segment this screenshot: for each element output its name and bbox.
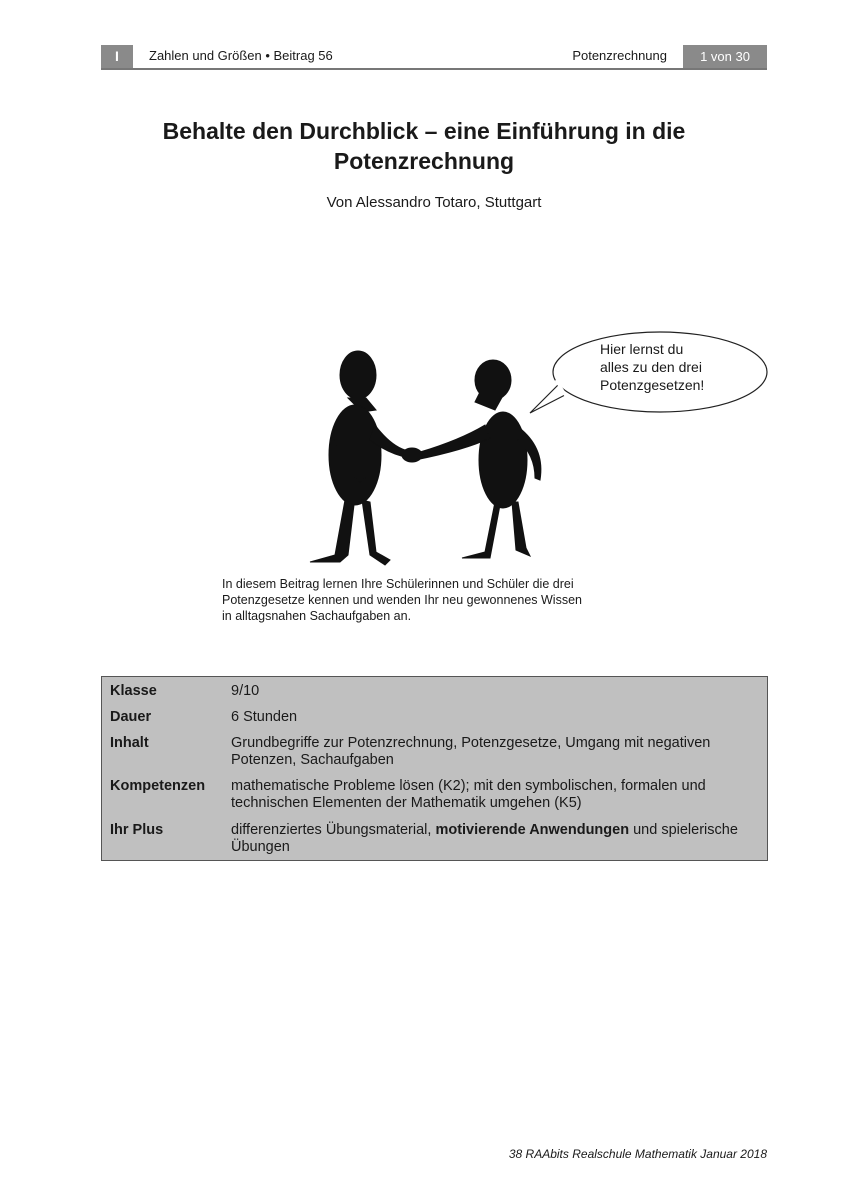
info-value: mathematische Probleme lösen (K2); mit den symbolischen, formalen und technischen Elementen der Mathematik umgehen (K5) <box>231 778 706 811</box>
info-value: 6 Stunden <box>231 709 298 725</box>
series-label: Zahlen und Größen • Beitrag 56 <box>149 48 333 63</box>
info-key: Dauer <box>110 709 152 725</box>
value-text: differenziertes Übungsmaterial, <box>231 822 436 838</box>
info-box <box>101 676 768 861</box>
value-text: und spielerische Übungen <box>231 822 738 855</box>
speech-bubble <box>600 340 704 394</box>
page-number: 1 von 30 <box>683 45 767 68</box>
caption-line: In diesem Beitrag lernen Ihre Schülerinnen und Schüler die drei <box>222 577 574 591</box>
info-key: Klasse <box>110 683 157 699</box>
topic-label: Potenzrechnung <box>572 48 667 63</box>
info-value: 9/10 <box>231 683 260 699</box>
byline: Von Alessandro Totaro, Stuttgart <box>326 194 542 211</box>
handshake-illustration <box>290 330 780 580</box>
info-key: Ihr Plus <box>110 822 164 838</box>
page-title <box>0 116 848 176</box>
title-line: Behalte den Durchblick – eine Einführung in die <box>162 118 686 144</box>
footer: 38 RAAbits Realschule Mathematik Januar 2018 <box>508 1147 767 1161</box>
info-key: Kompetenzen <box>110 778 206 794</box>
bubble-line: alles zu den drei <box>600 359 702 375</box>
bubble-line: Potenzgesetzen! <box>600 377 705 393</box>
info-value <box>231 822 771 856</box>
value-bold: motivierende Anwendungen <box>435 822 630 838</box>
bubble-line: Hier lernst du <box>600 341 684 357</box>
caption-line: in alltagsnahen Sachaufgaben an. <box>222 609 412 623</box>
title-line: Potenzrechnung <box>333 148 515 174</box>
page-header <box>101 45 767 70</box>
caption-line: Potenzgesetze kennen und wenden Ihr neu gewonnenes Wissen <box>222 593 582 607</box>
info-value: Grundbegriffe zur Potenzrechnung, Potenzgesetze, Umgang mit negativen Potenzen, Sachaufgaben <box>231 735 711 768</box>
info-key: Inhalt <box>110 735 149 751</box>
intro-caption <box>222 576 642 624</box>
section-marker: I <box>101 45 133 68</box>
